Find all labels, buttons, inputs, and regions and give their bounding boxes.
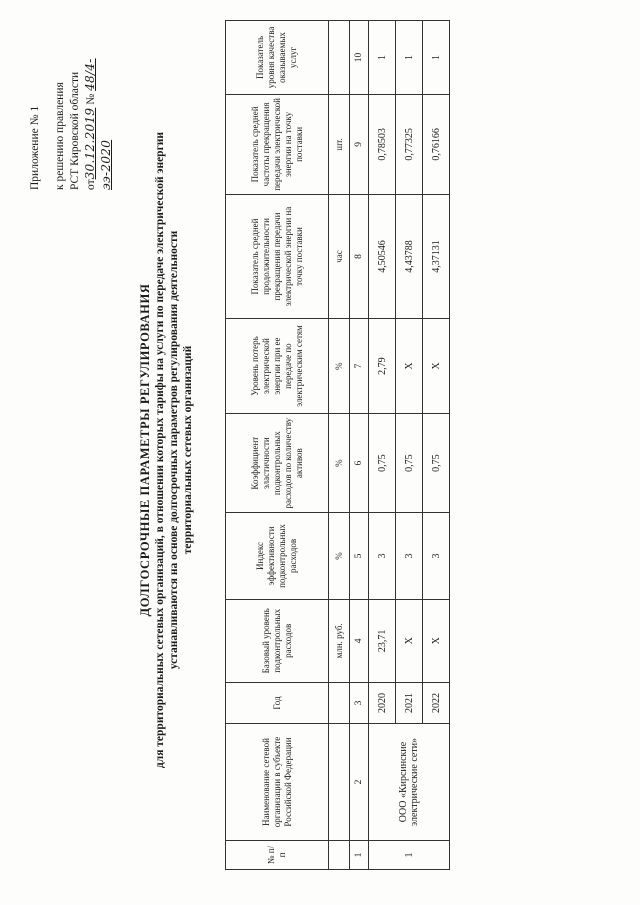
- year-cell: 2022: [423, 683, 450, 724]
- base-cell: 23,71: [369, 599, 396, 682]
- index-cell: 3: [423, 513, 450, 599]
- year-cell: 2021: [396, 683, 423, 724]
- organization-name: ООО «Кирсинские электрические сети»: [369, 724, 450, 841]
- table-row: [369, 21, 396, 870]
- column-number: 3: [350, 683, 369, 724]
- appendix-from: от: [85, 179, 97, 190]
- unit-losses: %: [329, 319, 350, 414]
- appendix-line-3: [83, 20, 115, 190]
- column-number: 2: [350, 724, 369, 841]
- coef-cell: 0,75: [423, 414, 450, 513]
- appendix-line-1: к решению правления: [54, 82, 66, 190]
- appendix-number-sign: №: [85, 90, 97, 108]
- coef-cell: 0,75: [369, 414, 396, 513]
- appendix-number: Приложение № 1: [29, 105, 41, 190]
- row-number: 1: [369, 841, 450, 870]
- duration-cell: 4,37131: [423, 194, 450, 318]
- column-numbers-row: [350, 21, 369, 870]
- title-line-3: устанавливаются на основе долгосрочных параметров регулирования деятельности: [168, 230, 180, 670]
- title-block: [138, 70, 195, 830]
- column-number: 5: [350, 513, 369, 599]
- column-number: 10: [350, 21, 369, 95]
- header-no: № п/п: [226, 841, 329, 870]
- index-cell: 3: [396, 513, 423, 599]
- year-cell: 2020: [369, 683, 396, 724]
- header-efficiency-index: Индекс эффективности подконтрольных расходов: [226, 513, 329, 599]
- header-base-level: Базовый уровень подконтрольных расходов: [226, 599, 329, 682]
- header-row: [226, 21, 329, 870]
- unit-frequency: шт.: [329, 94, 350, 194]
- unit-cell-empty: [329, 841, 350, 870]
- quality-cell: 1: [423, 21, 450, 95]
- frequency-cell: 0,78503: [369, 94, 396, 194]
- unit-coef: %: [329, 414, 350, 513]
- header-year: Год: [226, 683, 329, 724]
- losses-cell: 2,79: [369, 319, 396, 414]
- appendix-line-2: РСТ Кировской области: [69, 71, 81, 190]
- index-cell: 3: [369, 513, 396, 599]
- header-quality: Показатель уровня качества оказываемых услуг: [226, 21, 329, 95]
- column-number: 8: [350, 194, 369, 318]
- parameters-table: [225, 20, 450, 870]
- unit-index: %: [329, 513, 350, 599]
- header-elasticity: Коэффициент эластичности подконтрольных расходов по количеству активов: [226, 414, 329, 513]
- unit-duration: час: [329, 194, 350, 318]
- column-number: 4: [350, 599, 369, 682]
- header-losses: Уровень потерь электрической энергии при ее передаче по электрическим сетям: [226, 319, 329, 414]
- column-number: 6: [350, 414, 369, 513]
- decision-date: 30.12.2019: [83, 107, 97, 180]
- unit-cell-empty: [329, 724, 350, 841]
- column-number: 7: [350, 319, 369, 414]
- header-organization: Наименование сетевой организации в субъекте Российской Федерации: [226, 724, 329, 841]
- header-frequency: Показатель средней частоты прекращения передачи электрической энергии на точку поставки: [226, 94, 329, 194]
- header-duration: Показатель средней продолжительности прекращения передачи электрической энергии на точку поставки: [226, 194, 329, 318]
- unit-cell-empty: [329, 21, 350, 95]
- duration-cell: 4,50546: [369, 194, 396, 318]
- quality-cell: 1: [369, 21, 396, 95]
- unit-base: млн. руб.: [329, 599, 350, 682]
- coef-cell: 0,75: [396, 414, 423, 513]
- quality-cell: 1: [396, 21, 423, 95]
- units-row: [329, 21, 350, 870]
- duration-cell: 4,43788: [396, 194, 423, 318]
- column-number: 1: [350, 841, 369, 870]
- losses-cell: X: [396, 319, 423, 414]
- column-number: 9: [350, 94, 369, 194]
- base-cell: X: [396, 599, 423, 682]
- losses-cell: X: [423, 319, 450, 414]
- decision-number: 48/4-ээ-2020: [83, 58, 113, 190]
- frequency-cell: 0,76166: [423, 94, 450, 194]
- document-heading: ДОЛГОСРОЧНЫЕ ПАРАМЕТРЫ РЕГУЛИРОВАНИЯ: [138, 283, 152, 617]
- title-line-4: территориальных сетевых организаций: [182, 345, 194, 555]
- unit-cell-empty: [329, 683, 350, 724]
- base-cell: X: [423, 599, 450, 682]
- rotated-content: [20, 10, 620, 890]
- appendix-block: [28, 20, 115, 190]
- frequency-cell: 0,77325: [396, 94, 423, 194]
- title-line-2: для территориальных сетевых организаций, в отношении которых тарифы на услуги по передаче электрической энергии: [154, 131, 166, 769]
